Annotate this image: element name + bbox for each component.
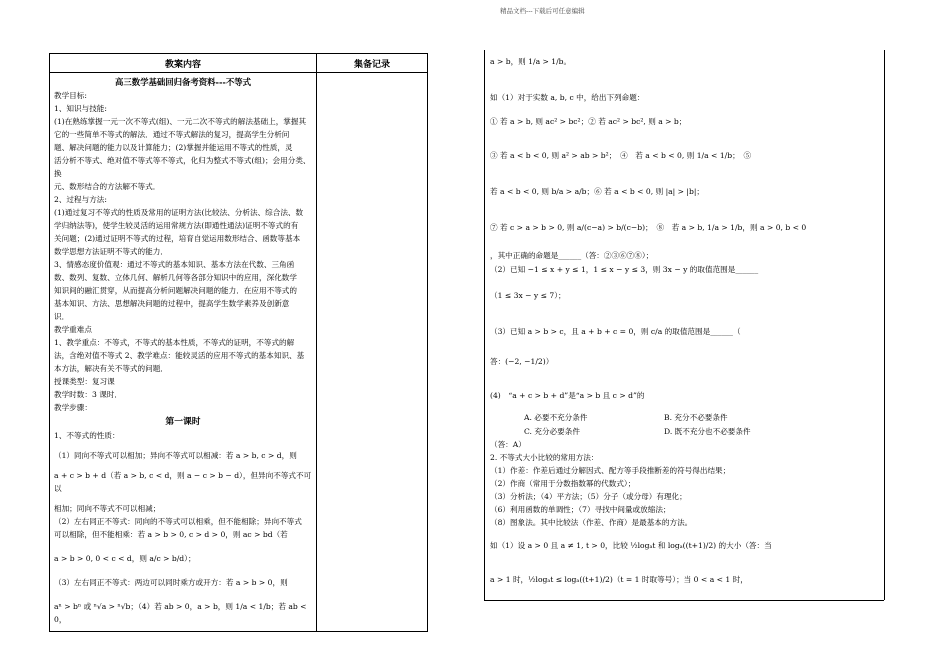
right-line: 2. 不等式大小比较的常用方法：: [490, 453, 599, 462]
column-header-content: 教案内容: [50, 54, 317, 73]
right-line: （6）利用函数的单调性；（7）寻找中间量或放缩法；: [490, 505, 671, 514]
column-header-notes: 集备记录: [317, 54, 428, 73]
lesson-line: 3、情感态度价值观：通过不等式的基本知识、基本方法在代数、三角函: [54, 260, 295, 269]
right-line: （答：A）: [490, 440, 526, 449]
right-line: 若 a < b < 0, 则 b/a > a/b；⑥ 若 a < b < 0, 则 |a| > |b|；: [490, 187, 704, 196]
right-line: （1）作差：作差后通过分解因式、配方等手段推断差的符号得出结果；: [490, 466, 731, 475]
lesson-line: 教学重难点: [54, 325, 92, 334]
right-line: ① 若 a > b, 则 ac² > bc²；② 若 ac² > bc², 则 a > b；: [490, 117, 687, 126]
lesson-line: 教学目标:: [54, 91, 87, 100]
right-line: a > 1 时，½logₐt ≤ logₐ((t+1)/2)（t = 1 时取等号）；当 0 < a < 1 时，: [490, 575, 748, 584]
lesson-content-cell: [50, 73, 317, 632]
right-line: （1 ≤ 3x − y ≤ 7）；: [490, 291, 566, 300]
option-b: B. 充分不必要条件: [664, 413, 728, 422]
option-d: D. 既不充分也不必要条件: [664, 427, 751, 436]
lesson-line: 它的一些简单不等式的解法．通过不等式解法的复习，提高学生分析问: [54, 130, 290, 139]
right-line: 如（1）设 a > 0 且 a ≠ 1, t > 0，比较 ½logₐt 和 logₐ((t+1)/2) 的大小（答：当: [490, 541, 772, 550]
right-line: ③ 若 a < b < 0, 则 a² > ab > b²； ④ 若 a < b < 0, 则 1/a < 1/b； ⑤: [490, 151, 752, 160]
right-line: a > b，则 1/a > 1/b。: [490, 57, 572, 66]
right-line: （2）已知 −1 ≤ x + y ≤ 1，1 ≤ x − y ≤ 3，则 3x − y 的取值范围是______: [490, 265, 759, 274]
right-line: （8）图象法。其中比较法（作差、作商）是最基本的方法。: [490, 518, 693, 527]
lesson-line: （2）左右同正不等式：同向的不等式可以相乘，但不能相除；异向不等式: [54, 517, 302, 526]
right-line: 如（1）对于实数 a, b, c 中，给出下列命题：: [490, 93, 645, 102]
lesson-line: 知识间的融汇贯穿，从而提高分析问题解决问题的能力．在应用不等式的: [54, 286, 297, 295]
right-line: ⑦ 若 c > a > b > 0, 则 a/(c−a) > b/(c−b)； ⑧ 若 a > b, 1/a > 1/b，则 a > 0, b < 0: [490, 223, 807, 232]
lesson-line: (1)在熟练掌握一元一次不等式(组)、一元二次不等式的解法基础上，掌握其: [54, 117, 307, 126]
lesson-line: 元、数形结合的方法解不等式．: [54, 182, 161, 191]
right-line: （3）分析法；（4）平方法；（5）分子（或分母）有理化；: [490, 492, 687, 501]
notes-cell: [317, 73, 428, 632]
lesson-line: a > b > 0, 0 < c < d，则 a/c > b/d）；: [54, 554, 196, 563]
page-header: 精品文档---下载后可任意编辑: [500, 7, 585, 15]
lesson-line: 关问题；(2)通过证明不等式的过程，培育自觉运用数形结合、函数等基本: [54, 234, 301, 243]
lesson-line: 数学思想方法证明不等式的能力．: [54, 247, 168, 256]
option-c: C. 充分必要条件: [524, 427, 580, 436]
right-border-right: [884, 50, 885, 600]
right-page: [484, 50, 884, 600]
lesson-line: 法，含绝对值不等式 2、教学难点：能较灵活的应用不等式的基本知识、基: [54, 351, 305, 360]
lesson-line: （1）同向不等式可以相加；异向不等式可以相减：若 a > b, c > d，则: [54, 451, 297, 460]
option-a: A. 必要不充分条件: [524, 413, 588, 422]
lesson-line: aⁿ > bⁿ 或 ⁿ√a > ⁿ√b；（4）若 ab > 0，a > b，则 1/a < 1/b；若 ab < 0，: [54, 602, 307, 624]
lesson-line: (1)通过复习不等式的性质及常用的证明方法(比较法、分析法、综合法、数: [54, 208, 304, 217]
lesson-line: 本方法，解决有关不等式的问题．: [54, 364, 168, 373]
lesson-line: 1、不等式的性质：: [54, 431, 120, 440]
lesson-line: 题、解决问题的能力以及计算能力；(2)掌握并能运用不等式的性质，灵: [54, 143, 293, 152]
lesson-line: a + c > b + d（若 a > b, c < d，则 a − c > b − d），但异向不等式不可以: [54, 471, 312, 493]
lesson-line: 1、教学重点：不等式，不等式的基本性质，不等式的证明，不等式的解: [54, 338, 295, 347]
lesson-session-title: 第一课时: [165, 417, 201, 427]
right-line: （2）作商（常用于分数指数幂的代数式）；: [490, 479, 636, 488]
lesson-line: 学归纳法等)，使学生较灵活的运用常规方法(即通性通法)证明不等式的有: [54, 221, 299, 230]
lesson-line: 相加；同向不等式不可以相减；: [54, 504, 161, 513]
lesson-line: 活分析不等式、绝对值不等式等不等式，化归为整式不等式(组)；会用分类、换: [54, 156, 311, 178]
lesson-line: 教学步骤：: [54, 403, 92, 412]
lesson-line: 2、过程与方法:: [54, 195, 107, 204]
right-line: ，其中正确的命题是______（答：②③⑥⑦⑧）；: [490, 251, 654, 260]
right-line: （3）已知 a > b > c，且 a + b + c = 0，则 c/a 的取值范围是______（: [490, 327, 741, 336]
lesson-line: 基本知识、方法、思想解决问题的过程中，提高学生数学素养及创新意: [54, 299, 290, 308]
lesson-line: （3）左右同正不等式：两边可以同时乘方或开方：若 a > b > 0，则: [54, 578, 288, 587]
right-border-bottom: [484, 600, 884, 601]
right-line: (4) “a + c > b + d”是“a > b 且 c > d”的: [490, 391, 645, 400]
lesson-line: 1、知识与技能:: [54, 104, 107, 113]
lesson-body: [54, 89, 312, 414]
right-line: 答：(−2, −1/2)）: [490, 357, 554, 366]
lesson-line: 教学时数：3 课时．: [54, 390, 122, 399]
lesson-line: 授课类型：复习课: [54, 377, 115, 386]
lesson-line: 数、数列、复数、立体几何、解析几何等各部分知识中的应用，深化数学: [54, 273, 297, 282]
lesson-title: 高三数学基础回归备考资料---不等式: [114, 77, 252, 87]
lesson-line: 可以相除，但不能相乘：若 a > b > 0, c > d > 0，则 ac > bd（若: [54, 530, 288, 539]
lesson-line: 识．: [54, 312, 70, 321]
lesson-plan-table: [49, 53, 428, 632]
